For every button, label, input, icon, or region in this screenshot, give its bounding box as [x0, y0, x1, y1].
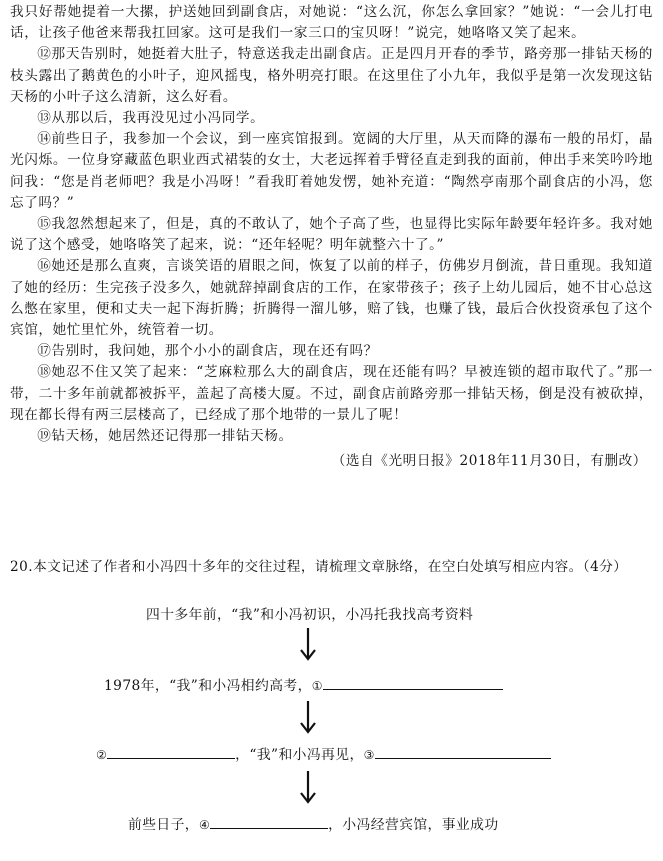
- flow-step-3: [96, 742, 551, 763]
- down-arrow-icon: [299, 700, 317, 734]
- passage-paragraph: 我只好帮她提着一大摞，护送她回到副食店，对她说：“这么沉，你怎么拿回家？”她说：“一会儿打电话，让孩子他爸来帮我扛回家。这可是我们一家三口的宝贝呀！”说完，她咯咯又笑了起来。: [10, 4, 653, 42]
- passage-paragraph: ⑱她忍不住又笑了起来：“芝麻粒那么大的副食店，现在还能有吗？早被连锁的超市取代了。”那一带，二十多年前就都被拆平，盖起了高楼大厦。不过，副食店前路旁那一排钻天杨，倒是没有被砍掉，现在都长得有两三层楼高了，已经成了那个地带的一景儿了呢！: [10, 364, 653, 423]
- passage-paragraph: ⑭前些日子，我参加一个会议，到一座宾馆报到。宽阔的大厅里，从天而降的瀑布一般的吊灯，晶光闪烁。一位身穿藏蓝色职业西式裙装的女士，大老远挥着手臂径直走到我的面前，伸出手来笑吟吟地问我：“您是肖老师吧？我是小冯呀！”看我盯着她发愣，她补充道：“陶然亭南那个副食店的小冯，您忘了吗？”: [10, 131, 653, 211]
- answer-blank-4[interactable]: [210, 812, 328, 829]
- blank-marker-3: ③: [363, 748, 375, 762]
- blank-marker-4: ④: [198, 818, 211, 832]
- flow-step-4-suffix: ，小冯经营宾馆，事业成功: [328, 817, 499, 833]
- passage-paragraph: ⑲钻天杨，她居然还记得那一排钻天杨。: [37, 428, 293, 445]
- down-arrow-icon: [299, 770, 317, 804]
- flow-step-4-text: 前些日子，: [128, 817, 199, 833]
- answer-blank-2[interactable]: [107, 742, 235, 759]
- passage-paragraph: ⑬从那以后，我再没见过小冯同学。: [37, 110, 265, 127]
- question-20-prompt: 20.本文记述了作者和小冯四十多年的交往过程，请梳理文章脉络，在空白处填写相应内容。（4分）: [10, 559, 628, 575]
- flow-step-2-text: 1978年，“我”和小冯相约高考，: [104, 678, 312, 694]
- flow-step-3-text: ，“我”和小冯再见，: [235, 747, 364, 763]
- passage-paragraph: ⑮我忽然想起来了，但是，真的不敢认了，她个子高了些，也显得比实际年龄要年轻许多。我对她说了这个感受，她咯咯笑了起来，说：“还年轻呢？明年就整六十了。”: [10, 216, 653, 254]
- flow-step-4: [128, 812, 499, 833]
- flow-step-2: [104, 673, 503, 694]
- flow-step-1: 四十多年前，“我”和小冯初识，小冯托我找高考资料: [146, 607, 474, 623]
- source-citation: （选自《光明日报》2018年11月30日，有删改）: [331, 453, 647, 470]
- blank-marker-1: ①: [311, 679, 323, 693]
- passage-paragraph: ⑰告别时，我问她，那个小小的副食店，现在还有吗？: [37, 343, 378, 360]
- down-arrow-icon: [299, 627, 317, 661]
- blank-marker-2: ②: [96, 748, 108, 762]
- answer-blank-1[interactable]: [323, 673, 503, 690]
- passage-paragraph: ⑫那天告别时，她挺着大肚子，特意送我走出副食店。正是四月开春的季节，路旁那一排钻天杨的枝头露出了鹅黄色的小叶子，迎风摇曳，格外明亮打眼。在这里住了小九年，我似乎是第一次发现这钻天杨的小叶子这么清新，这么好看。: [10, 46, 653, 105]
- passage-paragraph: ⑯她还是那么直爽，言谈笑语的眉眼之间，恢复了以前的样子，仿佛岁月倒流，昔日重现。我知道了她的经历：生完孩子没多久，她就辞掉副食店的工作，在家带孩子；孩子上幼儿园后，她不甘心总这么憋在家里，便和丈夫一起下海折腾；折腾得一溜儿够，赔了钱，也赚了钱，最后合伙投资承包了这个宾馆，她忙里忙外，统管着一切。: [10, 258, 653, 339]
- answer-blank-3[interactable]: [375, 742, 551, 759]
